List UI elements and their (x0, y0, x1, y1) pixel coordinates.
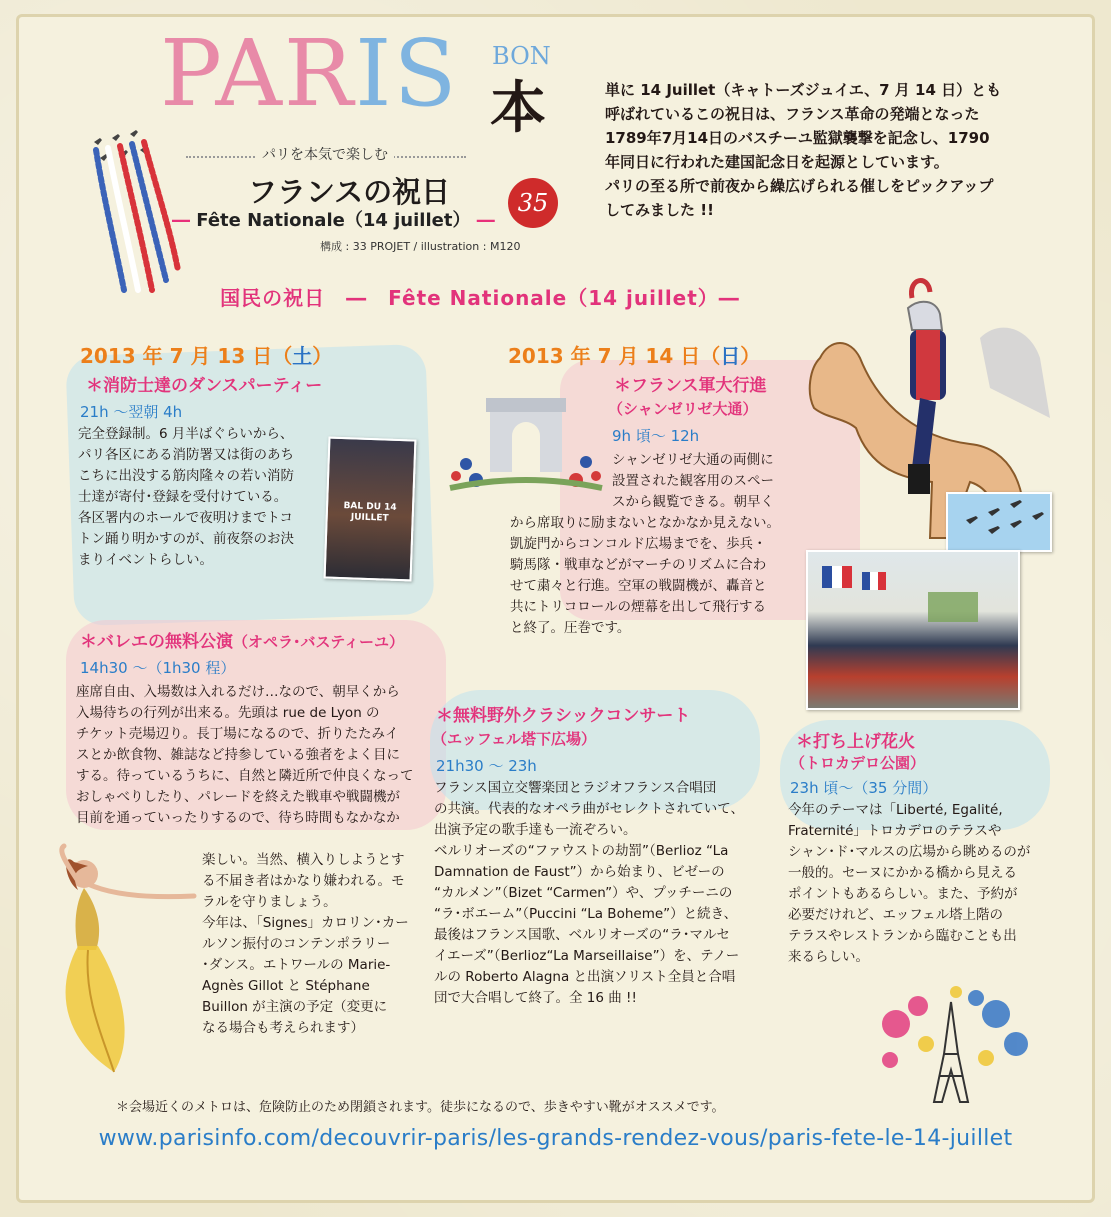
concert-body (434, 778, 764, 1009)
body-line: 入場待ちの行列が出来る。先頭は rue de Lyon の (76, 705, 380, 721)
date-text: 2013 年 7 月 13 日（ (80, 344, 293, 368)
body-line: パリ各区にある消防署又は街のあち (78, 447, 294, 463)
masthead-paris-blue: IS (355, 20, 459, 127)
credit: 構成 : 33 PROJET / illustration : M120 (320, 240, 521, 253)
body-line: Buillon が主演の予定（変更に (202, 999, 388, 1015)
ballet-time: 14h30 ～（1h30 程） (80, 659, 236, 677)
footer-note: ＊会場近くのメトロは、危険防止のため閉鎖されます。徒歩になるので、歩きやすい靴がオススメです。 (116, 1100, 725, 1115)
ballet-venue: （オペラ･バスティーユ） (233, 633, 405, 651)
body-line: 目前を通っていったりするので、待ち時間もなかなか (76, 810, 400, 826)
body-line: 凱旋門からコンコルド広場までを、歩兵・ (510, 536, 767, 552)
body-line: 団で大合唱して終了。全 16 曲 !! (434, 990, 637, 1006)
ballet-body (76, 682, 421, 829)
body-line: ベルリオーズの“ファウストの劫罰”（Berlioz “La (434, 843, 729, 859)
body-line: Fraternité」トロカデロのテラスや (788, 823, 1002, 839)
body-line: 完全登録制。6 月半ばぐらいから、 (78, 426, 294, 442)
concert-title: ＊無料野外クラシックコンサート (436, 706, 691, 726)
body-line: 各区署内のホールで夜明けまでトコ (78, 510, 293, 526)
ballet-title-text: ＊バレエの無料公演 (80, 632, 233, 652)
footer-url-link[interactable]: www.parisinfo.com/decouvrir-paris/les-grands-rendez-vous/paris-fete-le-14-juillet (98, 1126, 1013, 1151)
jets-photo (946, 492, 1052, 552)
body-line: テラスやレストランから臨むことも出 (788, 928, 1017, 944)
date-july-14 (508, 340, 760, 369)
body-line: トン踊り明かすのが、前夜祭のお決 (78, 531, 294, 547)
body-line: スから観覧できる。朝早く (612, 494, 774, 510)
date-dow: 日 (720, 344, 741, 368)
masthead-paris-pink: PAR (160, 20, 356, 127)
body-line: の共演。代表的なオペラ曲がセレクトされていて、 (434, 801, 744, 817)
body-line: なる場合も考えられます） (202, 1020, 364, 1036)
body-line: Agnès Gillot と Stéphane (202, 978, 370, 994)
body-line: 一般的。セーヌにかかる橋から見える (788, 865, 1017, 881)
body-line: まりイベントらしい。 (78, 552, 213, 568)
firemen-body (78, 424, 340, 571)
date-close: ） (740, 344, 761, 368)
body-line: “ラ･ボエーム”（Puccini “La Boheme”）と続き、 (434, 906, 738, 922)
concert-time: 21h30 ～ 23h (436, 757, 537, 775)
fireworks-venue: （トロカデロ公園） (790, 754, 926, 772)
intro-line: 年同日に行われた建国記念日を起源としています。 (605, 153, 949, 171)
arc-de-triomphe-illustration (446, 384, 606, 494)
fireworks-title: ＊打ち上げ花火 (796, 732, 915, 752)
dancer-illustration (44, 840, 204, 1080)
body-line: ポイントもあるらしい。また、予約が (788, 886, 1018, 902)
body-line: シャンゼリゼ大通の両側に (612, 452, 774, 468)
body-line: チケット売場辺り。長丁場になるので、折りたたみイ (76, 726, 399, 742)
issue-badge: 35 (508, 178, 558, 228)
firemen-time: 21h ～翌朝 4h (80, 403, 183, 421)
tagline-text: パリを本気で楽しむ (256, 147, 394, 163)
fireworks-time: 23h 頃～（35 分間） (790, 779, 938, 797)
parade-body (510, 513, 802, 639)
body-line: 必要だけれど、エッフェル塔上階の (788, 907, 1004, 923)
body-line: スとか飲食物、雑誌など持参している強者をよく目に (76, 747, 400, 763)
jet-formation-icon (84, 130, 184, 300)
intro-line: 単に 14 Juillet（キャトーズジュイエ、7 月 14 日）とも (605, 81, 1002, 99)
body-line: Damnation de Faust”）から始まり、ビゼーの (434, 864, 725, 880)
intro-text (605, 78, 1070, 222)
date-text: 2013 年 7 月 14 日（ (508, 344, 721, 368)
body-line: シャン･ド･マルスの広場から眺めるのが (788, 844, 1031, 860)
body-line: 今年のテーマは「Liberté, Egalité, (788, 802, 1003, 818)
body-line: 今年は、「Signes」カロリン･カー (202, 915, 409, 931)
date-close: ） (312, 344, 333, 368)
firemen-title: ＊消防士達のダンスパーティー (86, 376, 323, 396)
body-line: 士達が寄付･登録を受付けている。 (78, 489, 288, 505)
body-line: ラルを守りましょう。 (202, 894, 337, 910)
body-line: せて粛々と行進。空軍の戦闘機が、轟音と (510, 578, 767, 594)
parade-title: ＊フランス軍大行進 (614, 376, 767, 396)
body-line: から席取りに励まないとなかなか見えない。 (510, 515, 780, 531)
fireworks-body (788, 800, 1052, 968)
body-line: フランス国立交響楽団とラジオフランス合唱団 (434, 780, 717, 796)
body-line: 楽しい。当然、横入りしようとす (202, 852, 405, 868)
parade-time: 9h 頃～ 12h (612, 427, 700, 445)
body-line: 設置された観客用のスペー (612, 473, 774, 489)
body-line: おしゃべりしたり、パレードを終えた戦車や戦闘機が (76, 789, 400, 805)
body-line: “カルメン”（Bizet “Carmen”）や、プッチーニの (434, 885, 733, 901)
concert-venue: （エッフェル塔下広場） (432, 730, 596, 748)
body-line: る不届き者はかなり嫌われる。モ (202, 873, 405, 889)
poster-text: BAL DU 14 JUILLET (343, 501, 397, 524)
parade-photo (806, 550, 1020, 710)
body-line: と終了。圧巻です。 (510, 620, 631, 636)
date-july-13 (80, 340, 332, 369)
column-subtitle-text: Fête Nationale（14 juillet） (196, 210, 471, 231)
body-line: 最後はフランス国歌、ベルリオーズの“ラ･マルセ (434, 927, 731, 943)
masthead-paris (160, 20, 459, 127)
intro-line: 呼ばれているこの祝日は、フランス革命の発端となった (605, 105, 980, 123)
body-line: イエーズ”（Berlioz“La Marseillaise”）を、テノー (434, 948, 740, 964)
column-subtitle: ― Fête Nationale（14 juillet） ― (172, 210, 495, 231)
column-title: フランスの祝日 (248, 175, 451, 209)
body-line: こちに出没する筋肉隆々の若い消防 (78, 468, 294, 484)
body-line: ルの Roberto Alagna と出演ソリスト全員と合唱 (434, 969, 736, 985)
body-line: 座席自由、入場数は入れるだけ…なので、朝早くから (76, 684, 400, 700)
body-line: 騎馬隊・戦車などがマーチのリズムに合わ (510, 557, 767, 573)
body-line: ･ダンス。エトワールの Marie- (202, 957, 391, 973)
body-line: 共にトリコロールの煙幕を出して飛行する (510, 599, 766, 615)
date-dow: 土 (292, 344, 313, 368)
intro-line: 1789年7月14日のバスチーユ監獄襲撃を記念し、1790 (605, 129, 990, 147)
parade-venue: （シャンゼリゼ大通） (608, 400, 758, 418)
ballet-body-continued (202, 850, 427, 1039)
intro-line: してみました !! (605, 201, 714, 219)
eiffel-fireworks-illustration (866, 984, 1036, 1108)
intro-line: パリの至る所で前夜から繰広げられる催しをピックアップ (605, 177, 994, 195)
parade-body-top (612, 450, 802, 513)
tagline (190, 144, 460, 164)
body-line: ルソン振付のコンテンポラリー (202, 936, 391, 952)
body-line: 出演予定の歌手達も一流ぞろい。 (434, 822, 637, 838)
ballet-title (80, 632, 404, 653)
section-heading: 国民の祝日 ― Fête Nationale（14 juillet）― (220, 286, 740, 310)
firemen-poster (324, 437, 417, 582)
body-line: する。待っているうちに、自然と隣近所で仲良くなって (76, 768, 414, 784)
masthead-hon: 本 (490, 75, 546, 141)
masthead-bon: BON (492, 42, 551, 70)
body-line: 来るらしい。 (788, 949, 869, 965)
